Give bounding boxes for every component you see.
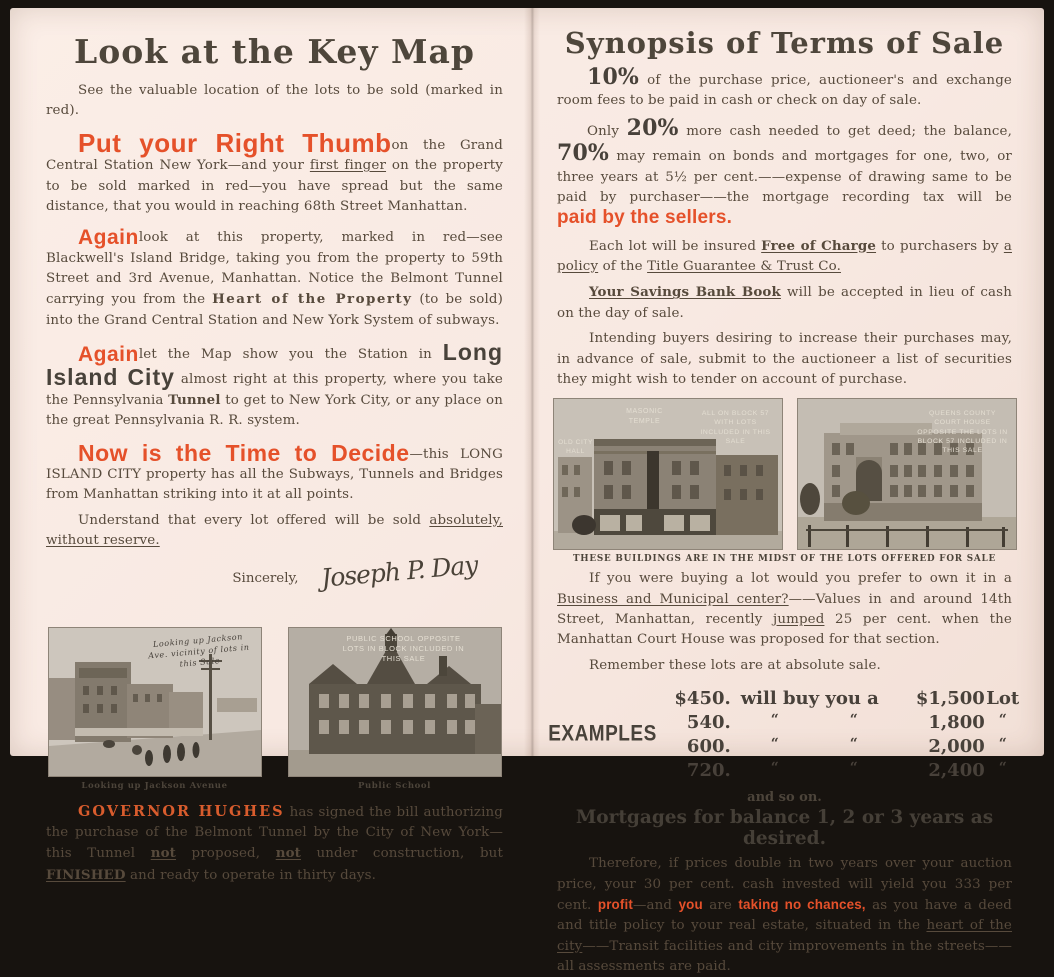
example-mid-text: will buy you a [740,687,879,709]
example-price: 720. [686,760,731,782]
right-photo-row [557,398,1012,550]
ten-percent-text: of the purchase price, auctioneer's and exchange room fees to be paid in cash or check on day of sale. [557,73,1012,109]
example-price: $450. [674,687,731,709]
ditto-mark: “ [849,736,858,753]
twenty-text-3: may remain on bonds and mortgages for one, two, or three years at 5½ per cent.——expense of drawing same to be paid by purchaser——the mortgage recording tax will be [557,149,1012,205]
jackson-photo-annotation: Looking up Jackson Ave. vicinity of lots in this Sale [147,631,250,668]
business-center-text: Business and Municipal center? [557,591,789,607]
remember-paragraph [557,656,1012,676]
again1-lead-text: Again [78,226,139,250]
left-photo-row [46,627,503,791]
school-photo-overlay-text: PUBLIC SCHOOL OPPOSITE LOTS IN BLOCK INCLUDED IN THIS SALE [342,633,465,663]
signature: Joseph P. Day [319,549,478,593]
thumb-text-1: on the Grand Central Station New York—and your [46,137,503,174]
buying-text-2: ——Values in and around 14th Street, Manhattan, recently [557,591,1012,627]
left-page-title: Look at the Key Map [73,32,475,71]
again1-text-2: (to be sold) into the Grand Central Station and New York System of subways. [46,292,503,328]
brochure-spread [10,8,1044,974]
ditto-mark: “ [770,760,779,777]
therefore-text-5: ——Transit facilities and city improvements in the streets——all assessments are paid. [557,938,1012,974]
example-row-4 [665,759,1021,783]
examples-block [548,681,1020,789]
thumb-text-2: on the property to be sold marked in red—you have spread but the same distance, that you would in reaching 68th Street Manhattan. [46,158,503,214]
understand-text-1: Understand that every lot offered will be sold [78,512,430,528]
decide-text-1: —this LONG ISLAND CITY property has all the Subways, Tunnels and Bridges from Manhattan striking into it at all points. [46,446,503,503]
intending-paragraph [557,329,1012,390]
governor-lead-text: GOVERNOR HUGHES [78,802,285,820]
ditto-mark: “ [998,760,1007,777]
intro-paragraph [46,81,503,122]
therefore-text-2: —and [632,897,679,913]
governor-text-1: has signed the bill authorizing the purchase of the Belmont Tunnel by the City of New York—this Tunnel [46,804,504,862]
free-of-charge-text: Free of Charge [761,237,877,254]
again2-text-3: to get to New York City, or any place on the great Pennsylvania R. R. system. [46,392,503,429]
example-suffix: Lot [986,687,1020,709]
twenty-text-2: more cash needed to get deed; the balance, [678,123,1012,139]
again2-paragraph [46,341,503,432]
remember-text: Remember these lots are at absolute sale. [589,657,881,673]
again2-lead-text: Again [78,343,139,367]
examples-label: EXAMPLES [548,722,657,747]
right-page [531,8,1044,974]
insured-paragraph [557,236,1012,278]
again1-text-1: look at this property, marked in red—see Blackwell's Island Bridge, taking you from the property to 59th Street and 3rd Avenue, Manhattan. Notice the Belmont Tunnel carrying you from the [46,230,503,308]
insured-text-2: to purchasers by [876,238,1004,254]
right-page-title: Synopsis of Terms of Sale [564,26,1005,60]
example-value: 2,400 [928,760,985,782]
twenty-seventy-paragraph [557,114,1012,231]
again1-paragraph [46,227,503,331]
governor-finished-text: FINISHED [46,866,126,883]
governor-text-3: under construction, but [301,846,503,862]
therefore-paragraph [557,854,1012,977]
examples-rows [665,687,1021,784]
paid-by-sellers-text: paid by the sellers. [557,207,733,229]
governor-paragraph [46,801,503,887]
intending-text: Intending buyers desiring to increase their purchases may, in advance of sale, submit to the auctioneer a list of securities they might wish to tender on account of purchase. [557,331,1012,387]
jackson-avenue-photo-block [48,627,262,791]
again2-text-2: almost right at this property, where you take the Pennsylvania [46,371,503,408]
savings-paragraph [557,282,1012,324]
understand-underlined: absolutely, without reserve. [46,512,503,549]
jackson-avenue-photo [48,627,262,777]
understand-paragraph [46,511,503,552]
savings-bank-book-text: Your Savings Bank Book [589,284,781,301]
example-row-3 [665,735,1021,759]
policy-text: a policy [557,238,1012,274]
again2-text-1: let the Map show you the Station in [138,347,443,363]
you-text: you [678,896,703,912]
again2-tunnel-text: Tunnel [168,391,221,408]
long-island-city-text: Long Island City [46,339,503,390]
ditto-mark: “ [998,711,1007,728]
governor-text-4: and ready to operate in thirty days. [125,867,377,883]
therefore-text-1: Therefore, if prices double in two years over your auction price, your 30 per cent. cash invested will yield you 333 per cent. [557,856,1012,913]
thumb-underlined: first finger [309,158,387,174]
governor-not-2: not [275,845,301,862]
therefore-text-4: as you have a deed and title policy to your real estate, situated in the [557,897,1013,934]
ten-percent-paragraph [557,66,1012,112]
example-row-1 [665,687,1021,711]
decide-paragraph [46,439,503,506]
profit-text: profit [597,896,633,912]
example-value: 1,800 [928,711,985,733]
masonic-temple-photo [553,398,783,550]
twenty-percent-figure: 20% [626,114,679,141]
sincerely-text: Sincerely, [232,570,299,586]
public-school-photo [288,627,502,777]
decide-lead-text: Now is the Time to Decide [78,439,410,466]
and-so-on-text: and so on. [747,790,822,806]
signature-block [46,549,478,615]
ditto-mark: “ [849,760,858,777]
example-value: $1,500 [915,687,985,709]
title-guarantee-text: Title Guarantee & Trust Co. [647,259,841,274]
twenty-text-1: Only [587,123,627,139]
school-photo-caption: Public School [358,780,431,791]
example-price: 600. [686,736,731,758]
courthouse-photo [797,398,1017,550]
example-value: 2,000 [928,736,985,758]
ditto-mark: “ [998,736,1007,753]
old-city-hall-annotation: OLD CITY HALL [558,439,593,456]
therefore-text-3: are [702,897,739,913]
ten-percent-figure: 10% [587,64,639,90]
seventy-percent-figure: 70% [557,140,609,167]
block57-annotation: ALL ON BLOCK 57 WITH LOTS INCLUDED IN THIS SALE [700,410,771,445]
insured-text-3: of the [598,259,648,274]
insured-text-1: Each lot will be insured [589,238,762,254]
governor-not-1: not [150,845,177,862]
jumped-text: jumped [773,612,825,627]
ditto-mark: “ [770,711,779,728]
buying-paragraph [557,569,1012,651]
thumb-lead-text: Put your Right Thumb [78,127,392,158]
example-row-2 [665,711,1021,735]
example-price: 540. [686,711,731,733]
jackson-photo-caption: Looking up Jackson Avenue [81,780,228,791]
mortgages-line: Mortgages for balance 1, 2 or 3 years as desired. [575,807,994,850]
ditto-mark: “ [770,736,779,753]
buying-text-3: 25 per cent. when the Manhattan Court House was proposed for that section. [557,612,1012,648]
governor-text-2: proposed, [176,846,276,862]
heart-of-city-text: heart of the city [557,918,1012,954]
intro-text: See the valuable location of the lots to be sold (marked in red). [46,83,503,119]
savings-text-1: will be accepted in lieu of cash on the day of sale. [557,285,1012,321]
again1-heart-text: Heart of the Property [212,291,413,308]
no-chances-text: taking no chances, [738,896,866,912]
buying-text-1: If you were buying a lot would you prefer to own it in a [589,571,1012,587]
left-page [10,8,531,883]
courthouse-annotation: QUEENS COUNTY COURT HOUSE OPPOSITE THE LOTS IN BLOCK 57 INCLUDED IN THIS SALE [917,410,1008,454]
right-photos-caption: THESE BUILDINGS ARE IN THE MIDST OF THE LOTS OFFERED FOR SALE [572,554,997,565]
public-school-photo-block [288,627,502,791]
thumb-paragraph [46,127,503,218]
ditto-mark: “ [849,711,858,728]
masonic-temple-annotation: MASONIC TEMPLE [626,408,663,425]
